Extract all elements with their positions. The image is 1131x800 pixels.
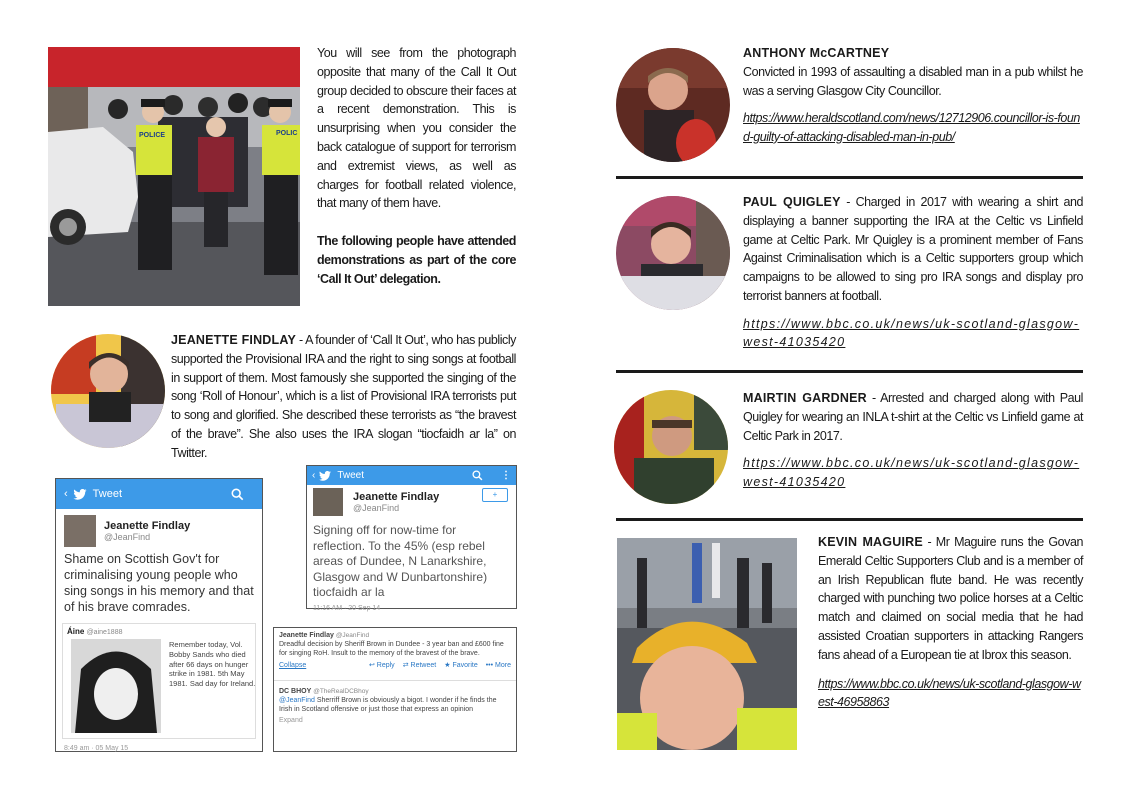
tweet-text: Dreadful decision by Sheriff Brown in Dundee - 3 year ban and £600 fine for singing RoH. Insult to the memory of the bravest of the brave. [279, 641, 504, 657]
retweet-icon: ⇄ [402, 662, 409, 669]
reply-text: Sherriff Brown is obviously a bigot. I wonder if he finds the Irish in Scotland offensive or just those that express an opinion [279, 697, 497, 713]
tweet-author-name[interactable]: Jeanette Findlay [104, 520, 191, 532]
tweet-author-handle[interactable]: @JeanFind [335, 632, 370, 639]
paul-photo-image [616, 196, 730, 310]
intro-text: You will see from the photograph opposite that many of the Call It Out group decided to obscure their faces at a recent demonstration. This is unsurprising when you consider the back catalogue of support for terrorism and extremist views, as well as charges for football related violence, that many of them have. [317, 46, 516, 211]
favorite-label: Favorite [452, 662, 478, 669]
tweet-header-bar [56, 479, 262, 509]
jeanette-photo-image [51, 334, 165, 448]
reply-action[interactable] [369, 661, 395, 670]
favorite-action[interactable] [444, 661, 478, 670]
kevin-maguire-name: KEVIN MAGUIRE [818, 535, 923, 549]
tweet-timestamp: 11:16 AM · 20 Sep 14 [313, 604, 381, 612]
core-delegation-text: The following people have attended demonstrations as part of the core ‘Call It Out’ delegation. [317, 234, 516, 286]
kevin-photo-image [617, 538, 797, 750]
avatar[interactable] [64, 515, 96, 547]
tweet-card-bobby-sands [55, 478, 263, 752]
paul-quigley-link[interactable]: https://www.bbc.co.uk/news/uk-scotland-glasgow-west-41035420 [743, 316, 1080, 350]
anthony-mccartney-name: ANTHONY McCARTNEY [743, 46, 890, 60]
tweet-header-bar [307, 466, 516, 485]
paul-quigley-entry [743, 193, 1083, 352]
tweet-action-row [279, 661, 511, 670]
reply-label: Reply [376, 662, 395, 669]
anthony-mccartney-photo [616, 48, 730, 162]
kevin-maguire-link[interactable]: https://www.bbc.co.uk/news/uk-scotland-glasgow-west-46958863 [818, 676, 1081, 710]
tweet-text: Shame on Scottish Gov't for criminalising young people who sing songs in his memory and that of his brave comrades. [64, 552, 254, 614]
tweet-card-roh-ban [273, 627, 517, 752]
search-icon[interactable] [231, 488, 244, 501]
jeanette-findlay-paragraph [171, 331, 516, 463]
reply-icon: ↩ [368, 662, 375, 669]
quoted-tweet-text: Remember today, Vol. Bobby Sands who died after 66 days on hunger strike in 1981. 5th May 1981. Sad day for Ireland. [169, 640, 256, 689]
reply-mention-link[interactable]: @JeanFind [279, 697, 315, 704]
kevin-maguire-entry [818, 533, 1083, 712]
twitter-bird-icon [73, 489, 87, 500]
mairtin-gardner-name: MAIRTIN GARDNER [743, 391, 867, 405]
paul-quigley-text: - Charged in 2017 with wearing a shirt and displaying a banner supporting the IRA at the Celtic vs Linfield game at Celtic Park. Mr Quigley is a prominent member of Fans Against Criminalisation which is a Celtic supporters group which campaigns to be allowed to sing pro IRA songs and display pro terrorist banners at football. [743, 195, 1083, 303]
mairtin-gardner-link[interactable]: https://www.bbc.co.uk/news/uk-scotland-glasgow-west-41035420 [743, 456, 1080, 489]
tweet-author-name[interactable]: Jeanette Findlay [353, 491, 440, 503]
tweet-author-name[interactable]: Jeanette Findlay [279, 632, 334, 639]
jeanette-findlay-photo [51, 334, 165, 448]
core-delegation-note [317, 232, 516, 288]
follow-button[interactable] [482, 488, 508, 502]
expand-link[interactable]: Expand [279, 717, 303, 724]
demonstration-photo-image [48, 47, 300, 306]
more-options-icon[interactable]: ⋮ [501, 470, 511, 481]
demonstration-photo [48, 47, 300, 306]
more-dots-icon: ••• [485, 662, 494, 669]
anthony-mccartney-entry [743, 44, 1083, 146]
mairtin-gardner-photo [614, 390, 728, 504]
back-arrow-icon[interactable]: ‹ [64, 488, 68, 500]
mairtin-gardner-text: - Arrested and charged along with Paul Quigley for wearing an INLA t-shirt at the Celtic vs Linfield game at Celtic Park in 2017. [743, 391, 1083, 443]
search-icon[interactable] [472, 470, 483, 481]
quoted-author-name: Áine [67, 627, 85, 636]
kevin-maguire-photo [617, 538, 797, 750]
twitter-bird-icon [319, 471, 331, 481]
bobby-sands-photo-image [71, 639, 161, 733]
back-arrow-icon[interactable]: ‹ [312, 470, 316, 481]
tweet-header-label: Tweet [92, 488, 123, 500]
reply-author-name[interactable]: DC BHOY [279, 688, 312, 695]
retweet-label: Retweet [410, 662, 437, 669]
section-divider [616, 370, 1083, 373]
quoted-author-handle: @aine1888 [86, 629, 123, 636]
anthony-mccartney-text: Convicted in 1993 of assaulting a disabled man in a pub whilst he was a serving Glasgow City Councillor. [743, 64, 1083, 98]
police-label-left: POLICE [139, 132, 166, 139]
tweet-author-row [313, 488, 516, 516]
bobby-sands-photo [71, 639, 161, 733]
kevin-maguire-text: - Mr Maguire runs the Govan Emerald Celtic Supporters Club and is a member of an Irish Republican flute band. He was recently charged with punching two police horses at a Celtic match and claimed on social media that he had assisted Croatian supporters in attacking Rangers fans ahead of a European tie at Ibrox this season. [818, 535, 1083, 662]
tweet-author-handle[interactable]: @JeanFind [353, 503, 400, 513]
jeanette-findlay-name: JEANETTE FINDLAY [171, 333, 296, 347]
star-icon: ★ [444, 662, 451, 669]
tweet-author-handle[interactable]: @JeanFind [104, 532, 151, 542]
tweet-timestamp: 8:49 am · 05 May 15 [64, 745, 129, 752]
section-divider [616, 518, 1083, 521]
quoted-tweet[interactable] [62, 623, 256, 739]
paul-quigley-name: PAUL QUIGLEY [743, 195, 841, 209]
intro-paragraph [317, 44, 516, 213]
retweet-action[interactable] [403, 661, 437, 670]
reply-author-handle[interactable]: @TheRealDCBhoy [313, 688, 369, 695]
anthony-mccartney-link[interactable]: https://www.heraldscotland.com/news/12712906.councillor-is-found-guilty-of-attacking-disabled-man-in-pub/ [743, 111, 1080, 144]
reply-tweet [274, 680, 516, 725]
tweet-text: Signing off for now-time for reflection. To the 45% (esp rebel areas of Dundee, N Lanarkshire, Glasgow and W Dunbartonshire) tiocfaidh ar la [313, 523, 488, 600]
avatar[interactable] [313, 488, 343, 516]
tweet-author-row [64, 515, 262, 547]
more-action[interactable] [486, 661, 511, 670]
jeanette-findlay-text: - A founder of ‘Call It Out’, who has publicly supported the Provisional IRA and the right to sing songs at football in support of them. Most famously she supported the singing of the song ‘Roll of Honour’, which is a list of Provisional IRA terrorists put to song and glorified. She described these terrorists as “the bravest of the brave”. She also uses the IRA slogan “tiocfaidh ar la” on Twitter. [171, 333, 516, 460]
add-user-icon: + [492, 490, 498, 499]
collapse-link[interactable]: Collapse [279, 662, 307, 669]
tweet-header-label: Tweet [337, 470, 365, 481]
tweet-card-tiocfaidh [306, 465, 517, 612]
paul-quigley-photo [616, 196, 730, 310]
police-label-right: POLIC [276, 130, 298, 137]
anthony-photo-image [616, 48, 730, 162]
mairtin-gardner-entry [743, 389, 1083, 491]
more-label: More [495, 662, 511, 669]
section-divider [616, 176, 1083, 179]
mairtin-photo-image [614, 390, 728, 504]
